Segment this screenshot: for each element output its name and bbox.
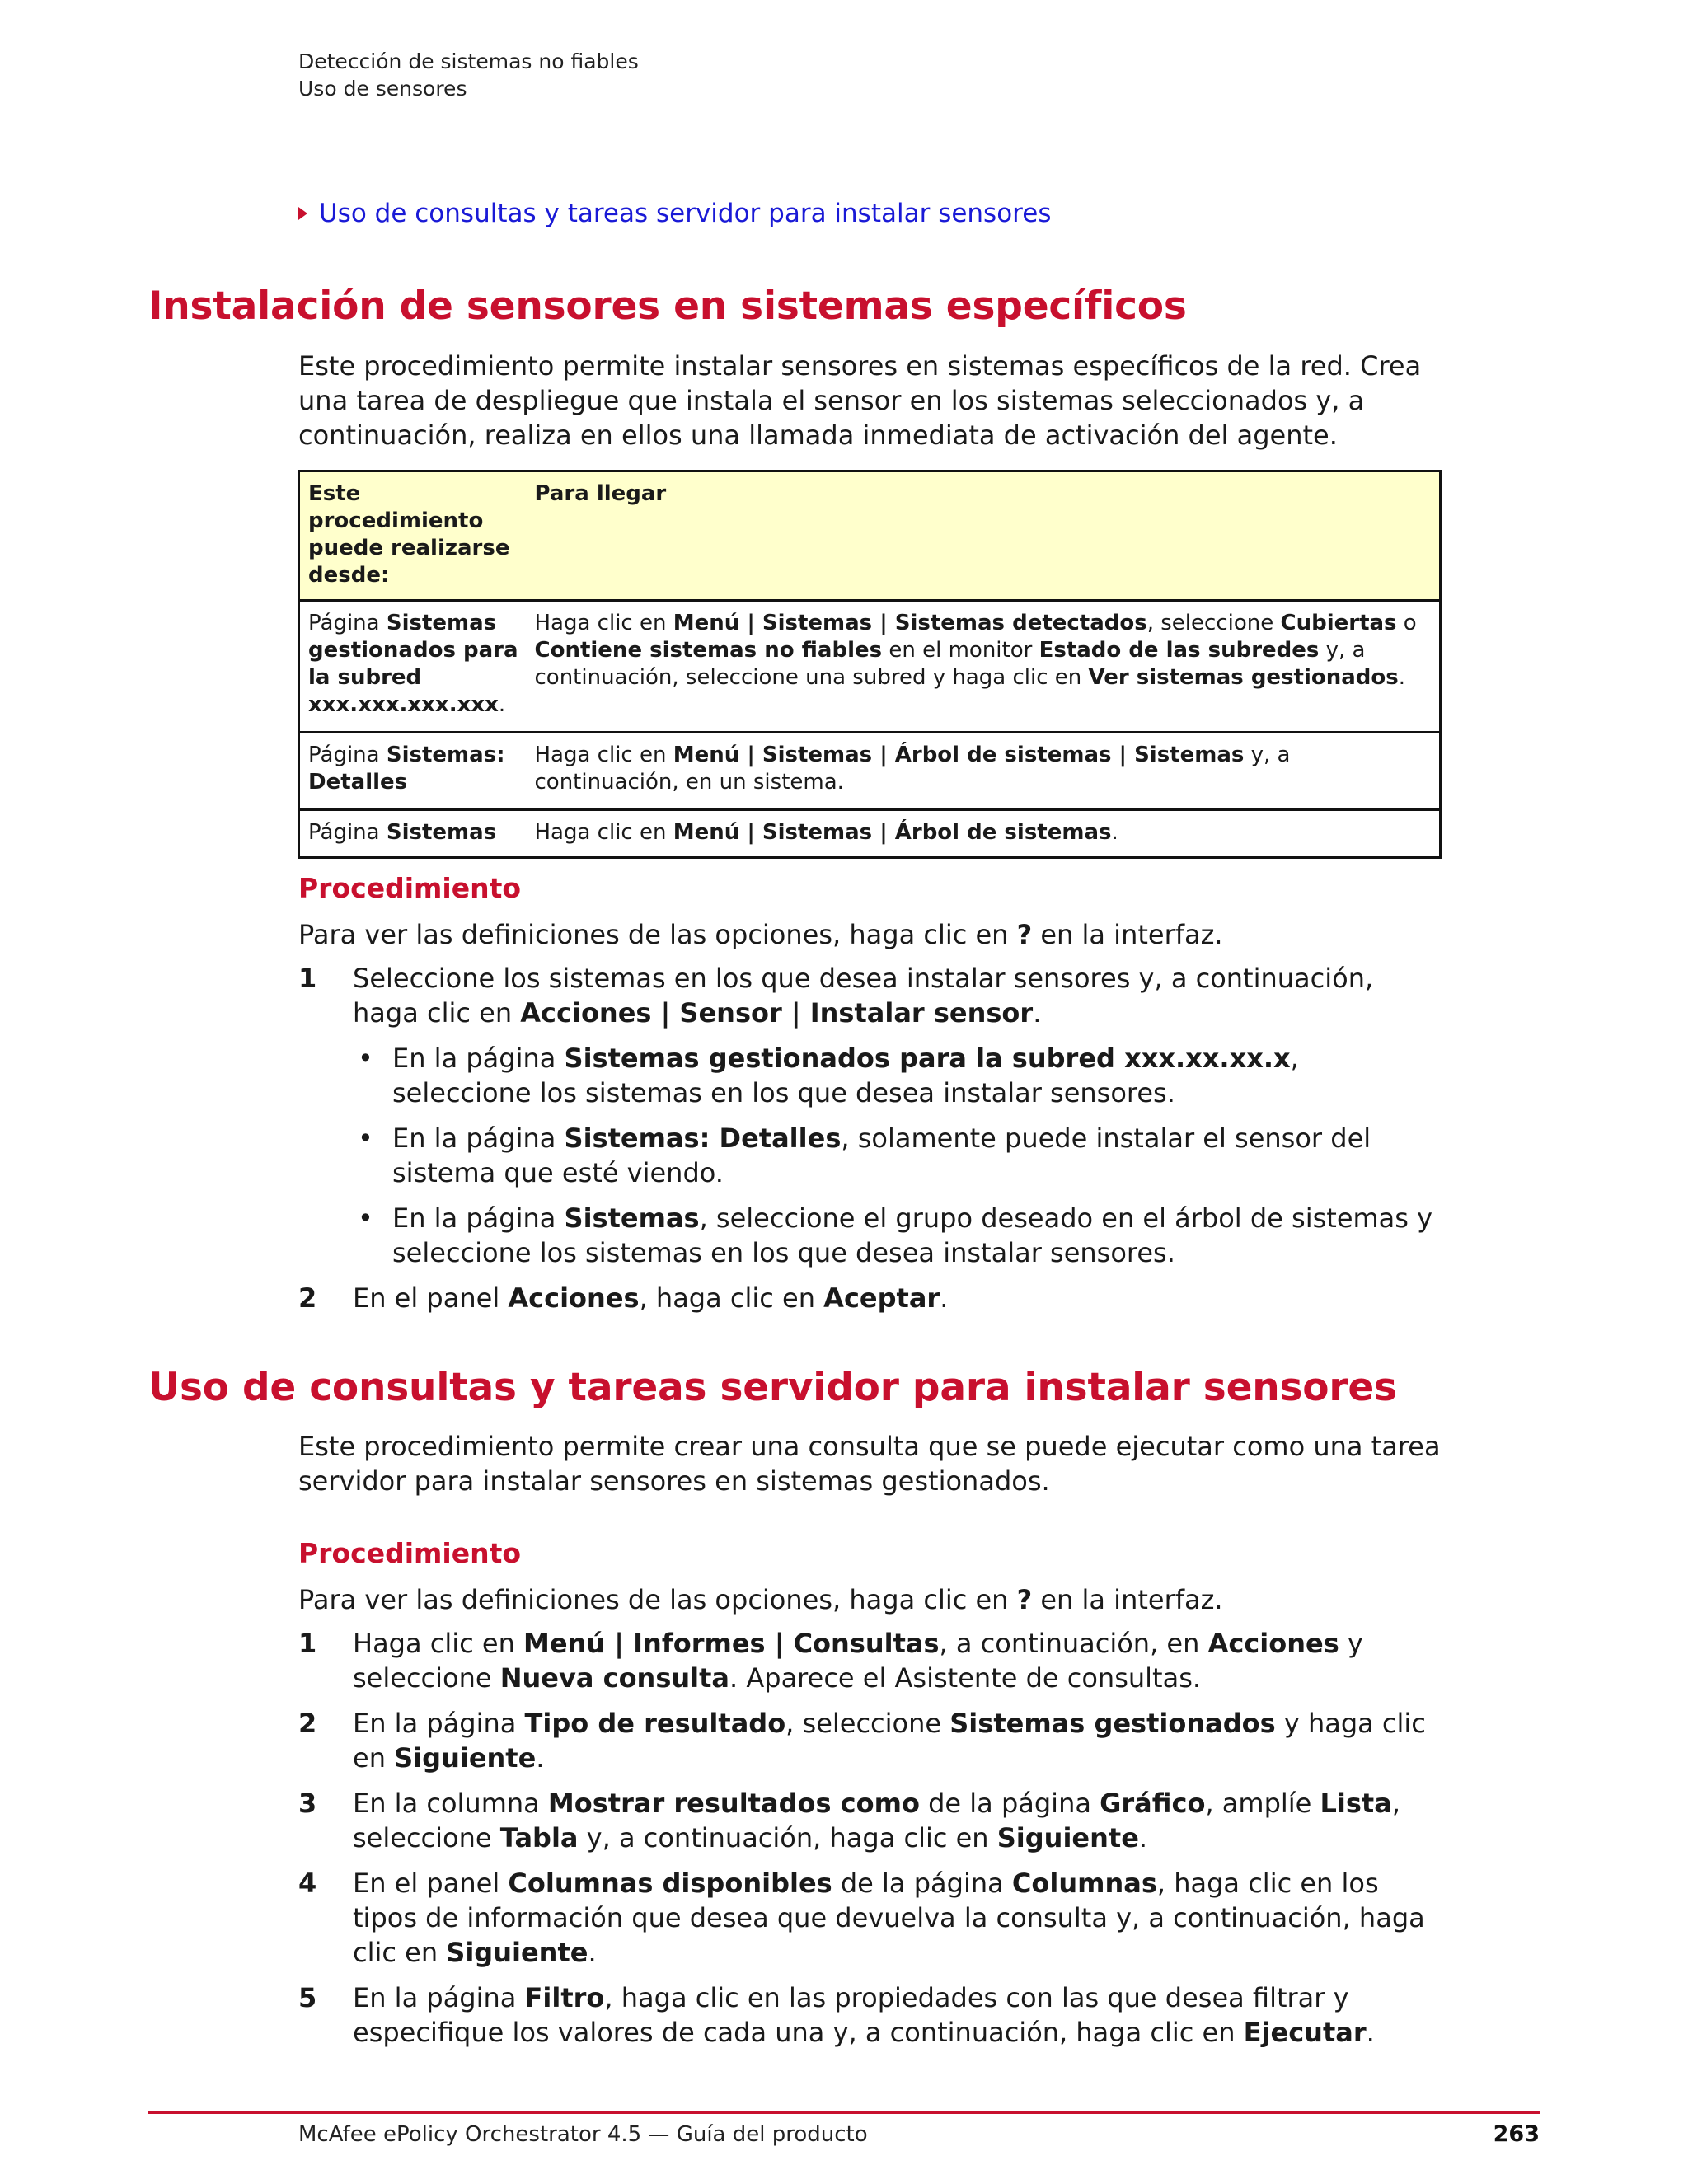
section-intro-install-specific: Este procedimiento permite instalar sensores en sistemas específicos de la red. Crea una tarea de despliegue que instala el sensor en los sistemas seleccionados y, a continuación, realiza en ellos una llamada inmediata de activación del agente. [298,350,1422,451]
procedure-step [298,1706,1446,1775]
list-item: • En la página Sistemas, seleccione el grupo deseado en el árbol de sistemas y seleccione los sistemas en los que desea instalar sensores. [353,1201,1446,1270]
procedure-heading: Procedimiento [298,872,522,904]
bullet-dot-icon: • [358,1043,373,1074]
table-cell-from: Página Sistemas gestionados para la subred xxx.xxx.xxx.xxx. [299,601,527,733]
step-text: En la página Filtro, haga clic en las propiedades con las que desea filtrar y especifique los valores de cada una y, a continuación, haga clic en Ejecutar. [353,1982,1375,2048]
footer-divider [148,2111,1540,2114]
section-intro-query-server-task: Este procedimiento permite crear una consulta que se puede ejecutar como una tarea servidor para instalar sensores en sistemas gestionados. [298,1431,1441,1497]
table-header-from: Este procedimiento puede realizarse desde: [299,471,527,601]
table-cell-to: Haga clic en Menú | Sistemas | Árbol de sistemas. [527,810,1441,858]
procedure-step [298,1281,1446,1315]
page-number: 263 [1493,2121,1540,2147]
table-row [299,601,1441,733]
options-hint: Para ver las definiciones de las opciones, haga clic en ? en la interfaz. [298,919,1223,950]
list-item: • En la página Sistemas gestionados para la subred xxx.xx.xx.x, seleccione los sistemas en los que desea instalar sensores. [353,1041,1446,1110]
step-number: 1 [298,963,317,994]
step-number: 3 [298,1788,317,1819]
step-text: En el panel Columnas disponibles de la página Columnas, haga clic en los tipos de información que desea que devuelva la consulta y, a continuación, haga clic en Siguiente. [353,1868,1425,1968]
procedure-step [298,1786,1446,1855]
section-title-install-specific: Instalación de sensores en sistemas específicos [148,284,1187,329]
step-number: 2 [298,1708,317,1739]
table-row [299,810,1441,858]
running-head-section: Uso de sensores [298,77,467,101]
procedure-step [298,1626,1446,1695]
step-text: Haga clic en Menú | Informes | Consultas, a continuación, en Acciones y seleccione Nueva consulta. Aparece el Asistente de consultas. [353,1628,1363,1694]
running-head-chapter: Detección de sistemas no fiables [298,49,639,73]
table-cell-to: Haga clic en Menú | Sistemas | Árbol de sistemas | Sistemas y, a continuación, en un sistema. [527,733,1441,810]
procedure-steps [298,1626,1446,2060]
navigation-table [298,470,1442,859]
procedure-step [298,1980,1446,2050]
procedure-steps [298,961,1446,1326]
table-row [299,733,1441,810]
cross-reference-link[interactable] [298,195,1051,232]
bullet-dot-icon: • [358,1202,373,1234]
procedure-step [298,1866,1446,1970]
step-number: 2 [298,1282,317,1314]
footer-product-title: McAfee ePolicy Orchestrator 4.5 — Guía del producto [298,2122,868,2147]
step-text: En el panel Acciones, haga clic en Aceptar. [353,1282,949,1314]
list-item: • En la página Sistemas: Detalles, solamente puede instalar el sensor del sistema que esté viendo. [353,1121,1446,1190]
step-number: 4 [298,1868,317,1899]
step-text: Seleccione los sistemas en los que desea instalar sensores y, a continuación, haga clic en Acciones | Sensor | Instalar sensor. [353,963,1374,1029]
procedure-heading: Procedimiento [298,1537,522,1569]
cross-reference-link-text[interactable]: Uso de consultas y tareas servidor para instalar sensores [319,199,1052,228]
table-cell-to: Haga clic en Menú | Sistemas | Sistemas detectados, seleccione Cubiertas o Contiene sistemas no fiables en el monitor Estado de las subredes y, a continuación, seleccione una subred y haga clic en Ver sistemas gestionados. [527,601,1441,733]
bullet-dot-icon: • [358,1122,373,1154]
options-hint: Para ver las definiciones de las opciones, haga clic en ? en la interfaz. [298,1584,1223,1615]
table-cell-from: Página Sistemas: Detalles [299,733,527,810]
procedure-step [298,961,1446,1281]
triangle-bullet-icon [298,207,307,220]
step-bullets [353,1041,1446,1270]
step-text: En la página Tipo de resultado, seleccione Sistemas gestionados y haga clic en Siguiente. [353,1708,1426,1774]
step-number: 1 [298,1628,317,1659]
running-head [298,48,639,102]
section-title-query-server-task: Uso de consultas y tareas servidor para instalar sensores [148,1365,1397,1410]
step-number: 5 [298,1982,317,2013]
table-header-to: Para llegar [527,471,1441,601]
table-cell-from: Página Sistemas [299,810,527,858]
step-text: En la columna Mostrar resultados como de la página Gráfico, amplíe Lista, seleccione Tabla y, a continuación, haga clic en Siguiente. [353,1788,1400,1854]
table-header-row [299,471,1441,601]
